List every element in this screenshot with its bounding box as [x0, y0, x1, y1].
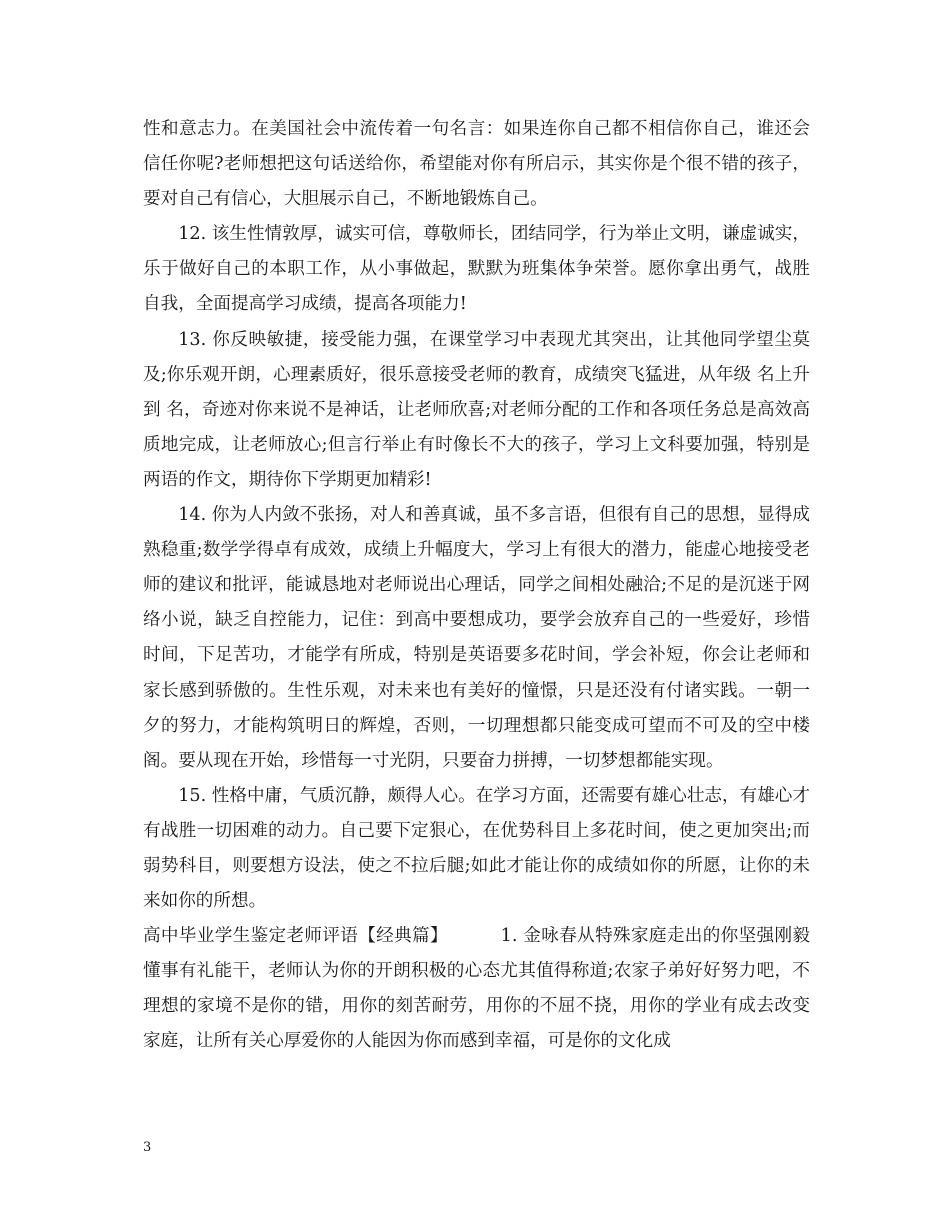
section-heading: 高中毕业学生鉴定老师评语【经典篇】 [143, 926, 448, 947]
section-paragraph [143, 919, 810, 1059]
paragraph-item-14: 14. 你为人内敛不张扬，对人和善真诚，虽不多言语，但很有自己的思想，显得成熟稳重;数学学得卓有成效，成绩上升幅度大，学习上有很大的潜力，能虚心地接受老师的建议和批评，能诚恳地对老师说出心理话，同学之间相处融洽;不足的是沉迷于网络小说，缺乏自控能力，记住：到高中要想成功，要学会放弃自己的一些爱好，珍惜时间，下足苦功，才能学有所成，特别是英语要多花时间，学会补短，你会让老师和家长感到骄傲的。生性乐观，对未来也有美好的憧憬，只是还没有付诸实践。一朝一夕的努力，才能构筑明日的辉煌，否则，一切理想都只能变成可望而不可及的空中楼阁。要从现在开始，珍惜每一寸光阴，只要奋力拼搏，一切梦想都能实现。 [143, 505, 810, 771]
page-number: 3 [143, 1140, 152, 1155]
document-body [143, 112, 810, 1060]
paragraph-item-15: 15. 性格中庸，气质沉静，颇得人心。在学习方面，还需要有雄心壮志，有雄心才有战胜一切困难的动力。自己要下定狠心，在优势科目上多花时间，使之更加突出;而弱势科目，则要想方设法，使之不拉后腿;如此才能让你的成绩如你的所愿，让你的未来如你的所想。 [143, 785, 810, 912]
paragraph-item-13: 13. 你反映敏捷，接受能力强，在课堂学习中表现尤其突出，让其他同学望尘莫及;你乐观开朗，心理素质好，很乐意接受老师的教育，成绩突飞猛进，从年级 名上升到 名，奇迹对你来说不是神话，让老师欣喜;对老师分配的工作和各项任务总是高效高质地完成，让老师放心;但言行举止有时像长不大的孩子，学习上文科要加强，特别是两语的作文，期待你下学期更加精彩! [143, 329, 810, 490]
paragraph-item-12: 12. 该生性情敦厚，诚实可信，尊敬师长，团结同学，行为举止文明，谦虚诚实，乐于做好自己的本职工作，从小事做起，默默为班集体争荣誉。愿你拿出勇气，战胜自我，全面提高学习成绩，提高各项能力! [143, 224, 810, 315]
heading-spacer [448, 926, 501, 946]
paragraph-continuation: 性和意志力。在美国社会中流传着一句名言：如果连你自己都不相信你自己，谁还会信任你呢?老师想把这句话送给你，希望能对你有所启示，其实你是个很不错的孩子，要对自己有信心，大胆展示自己，不断地锻炼自己。 [143, 119, 810, 210]
section-first-item: 1. 金咏春从特殊家庭走出的你坚强刚毅懂事有礼能干，老师认为你的开朗积极的心态尤其值得称道;农家子弟好好努力吧，不理想的家境不是你的错，用你的刻苦耐劳，用你的不屈不挠，用你的学业有成去改变家庭，让所有关心厚爱你的人能因为你而感到幸福，可是你的文化成 [143, 926, 810, 1052]
